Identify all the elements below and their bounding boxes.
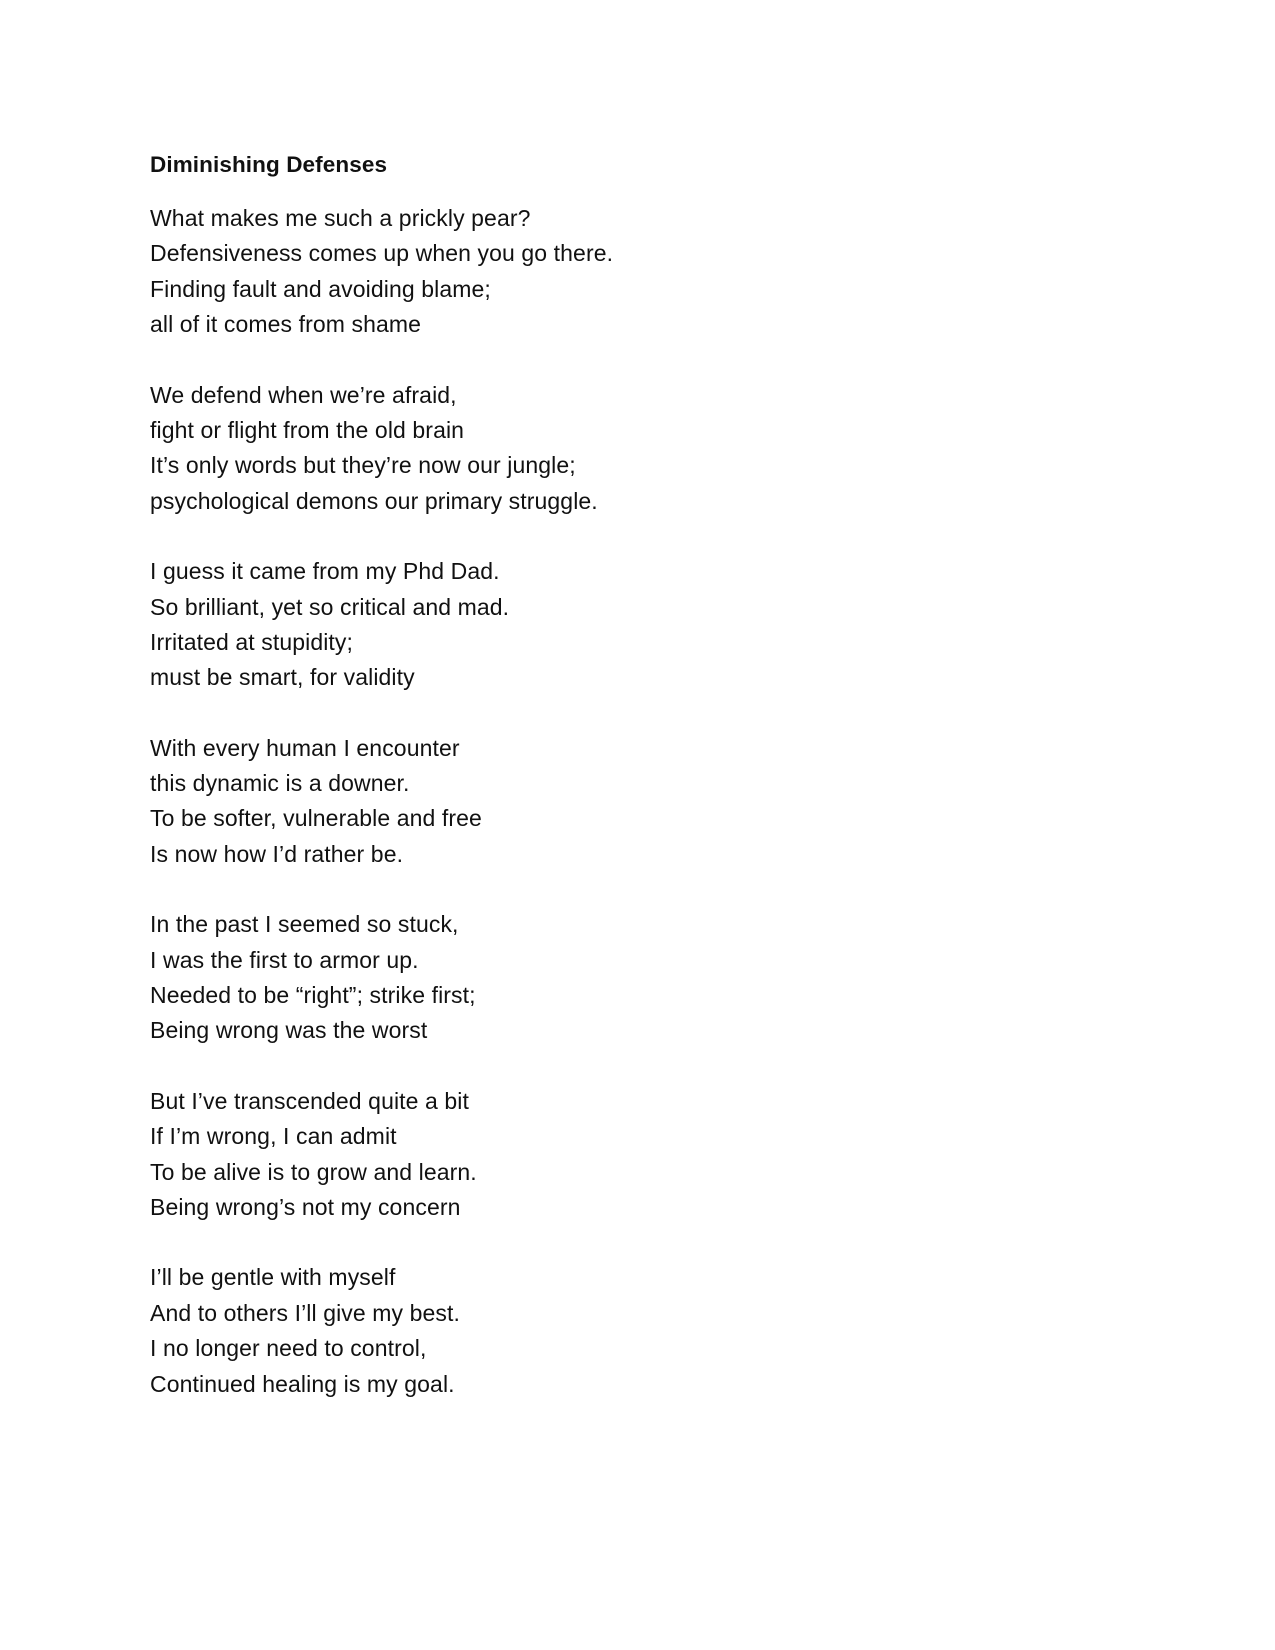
poem-line: Is now how I’d rather be. bbox=[150, 840, 404, 867]
stanza-2 bbox=[150, 378, 1050, 520]
poem-line: Irritated at stupidity; bbox=[150, 628, 353, 655]
document-page bbox=[150, 150, 1050, 1437]
poem-line: It’s only words but they’re now our jungle; bbox=[150, 452, 576, 479]
poem-line: I’ll be gentle with myself bbox=[150, 1264, 396, 1291]
poem-line: If I’m wrong, I can admit bbox=[150, 1123, 397, 1150]
stanza-1 bbox=[150, 201, 1050, 343]
poem-line: Being wrong was the worst bbox=[150, 1017, 428, 1044]
poem-line: Being wrong’s not my concern bbox=[150, 1193, 461, 1220]
stanza-6 bbox=[150, 1084, 1050, 1226]
poem-line: With every human I encounter bbox=[150, 734, 460, 761]
poem-line: I guess it came from my Phd Dad. bbox=[150, 558, 500, 585]
poem-line: So brilliant, yet so critical and mad. bbox=[150, 593, 510, 620]
stanza-3 bbox=[150, 554, 1050, 696]
poem-line: psychological demons our primary struggle. bbox=[150, 487, 598, 514]
poem-line: Finding fault and avoiding blame; bbox=[150, 275, 491, 302]
poem-line: To be alive is to grow and learn. bbox=[150, 1158, 477, 1185]
poem-line: What makes me such a prickly pear? bbox=[150, 205, 531, 231]
stanza-7 bbox=[150, 1260, 1050, 1402]
stanza-5 bbox=[150, 907, 1050, 1049]
poem-line: Defensiveness comes up when you go there. bbox=[150, 240, 614, 267]
poem-line: I was the first to armor up. bbox=[150, 946, 419, 973]
poem-line: must be smart, for validity bbox=[150, 664, 415, 691]
poem-line: Needed to be “right”; strike first; bbox=[150, 982, 476, 1009]
poem-line: all of it comes from shame bbox=[150, 311, 422, 338]
poem-line: this dynamic is a downer. bbox=[150, 770, 410, 797]
poem-line: To be softer, vulnerable and free bbox=[150, 805, 482, 832]
poem-line: And to others I’ll give my best. bbox=[150, 1299, 461, 1326]
poem-line: But I’ve transcended quite a bit bbox=[150, 1087, 470, 1114]
poem-title: Diminishing Defenses bbox=[150, 152, 388, 177]
poem-line: Continued healing is my goal. bbox=[150, 1370, 455, 1397]
poem-line: I no longer need to control, bbox=[150, 1335, 427, 1362]
poem-line: We defend when we’re afraid, bbox=[150, 381, 457, 408]
poem-line: In the past I seemed so stuck, bbox=[150, 911, 459, 938]
stanza-4 bbox=[150, 731, 1050, 873]
poem-line: fight or flight from the old brain bbox=[150, 416, 465, 443]
